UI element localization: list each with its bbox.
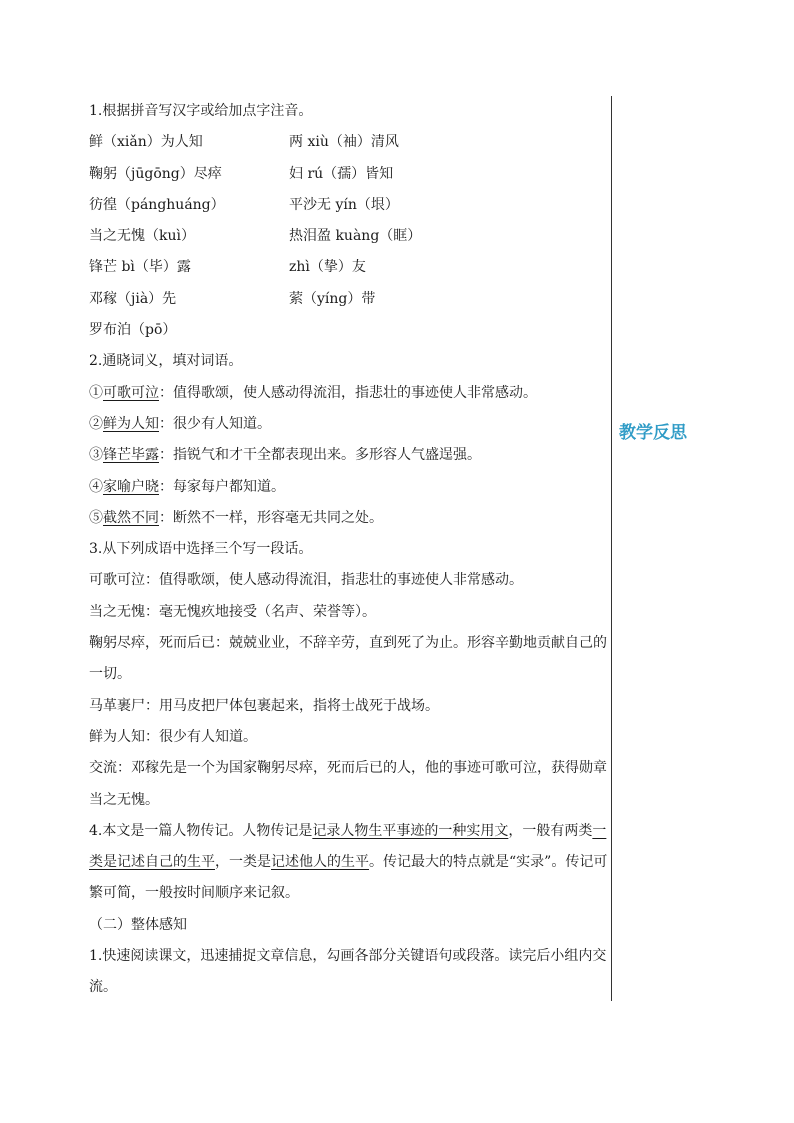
q4-underlined: 记述自己的生平 (117, 854, 215, 871)
pinyin-item: 罗布泊（pō） (89, 322, 177, 339)
idiom-item: 马革裹尸：用马皮把尸体包裹起来，指将士战死于战场。 (89, 697, 439, 714)
pinyin-item: 两 xiù（袖）清风 (289, 134, 399, 151)
q4-underlined: 记录人物生平事迹的一种实用文 (312, 822, 509, 839)
pinyin-row (89, 159, 609, 190)
pinyin-item: 萦（yíng）带 (289, 290, 376, 307)
def-number: ③ (89, 447, 103, 464)
q4-paragraph (89, 816, 609, 910)
def-word: 锋芒毕露 (103, 447, 159, 464)
definition-item (89, 440, 609, 471)
q4-underlined: 记述他人的生平 (271, 854, 369, 871)
exchange-paragraph: 交流：邓稼先是一个为国家鞠躬尽瘁，死而后已的人，他的事迹可歌可泣，获得勋章当之无愧。 (89, 760, 607, 808)
def-text: ：断然不一样，形容毫无共同之处。 (159, 509, 383, 526)
def-word: 截然不同 (103, 509, 159, 526)
q4-underlined: 一类是 (89, 822, 607, 871)
s2-q1: 1.快速阅读课文，迅速捕捉文章信息，勾画各部分关键语句或段落。读完后小组内交流。 (89, 948, 607, 996)
def-word: 可歌可泣 (103, 384, 159, 401)
idiom-item: 可歌可泣：值得歌颂，使人感动得流泪，指悲壮的事迹使人非常感动。 (89, 572, 523, 589)
column-divider (611, 96, 612, 1001)
def-number: ② (89, 415, 103, 432)
def-text: ：指锐气和才干全都表现出来。多形容人气盛逞强。 (159, 447, 481, 464)
definition-item (89, 472, 609, 503)
idiom-item: 鲜为人知：很少有人知道。 (89, 728, 257, 745)
def-text: ：每家每户都知道。 (159, 478, 285, 495)
pinyin-item: 平沙无 yín（垠） (289, 196, 399, 213)
pinyin-item: 当之无愧（kuì） (89, 228, 195, 245)
def-text: ：很少有人知道。 (159, 415, 271, 432)
pinyin-item: zhì（挚）友 (289, 259, 366, 276)
pinyin-row (89, 127, 609, 158)
def-text: ：值得歌颂，使人感动得流泪，指悲壮的事迹使人非常感动。 (159, 384, 537, 401)
definition-item (89, 503, 609, 534)
definition-item (89, 409, 609, 440)
def-word: 家喻户晓 (103, 478, 159, 495)
idiom-item: 鞠躬尽瘁，死而后已：兢兢业业，不辞辛劳，直到死了为止。形容辛勤地贡献自己的一切。 (89, 635, 607, 683)
definition-item (89, 378, 609, 409)
def-number: ⑤ (89, 509, 103, 526)
def-number: ① (89, 384, 103, 401)
pinyin-item: 妇 rú（孺）皆知 (289, 165, 394, 182)
pinyin-row (89, 252, 609, 283)
pinyin-row (89, 221, 609, 252)
q4-text: 。传记最大的特点就是“实录”。传记可繁可简，一般按时间顺序来记叙。 (89, 854, 608, 902)
pinyin-item: 热泪盈 kuàng（眶） (289, 228, 422, 245)
teaching-reflection-title: 教学反思 (619, 423, 687, 443)
pinyin-item: 锋芒 bì（毕）露 (89, 259, 191, 276)
q2-title: 2.通晓词义，填对词语。 (89, 353, 243, 370)
section-heading: （二）整体感知 (89, 916, 187, 933)
pinyin-item: 彷徨（pánghuáng） (89, 196, 225, 213)
q4-text: 4.本文是一篇人物传记。人物传记是 (89, 822, 313, 839)
idiom-item: 当之无愧：毫无愧疚地接受（名声、荣誉等）。 (89, 603, 376, 620)
pinyin-row (89, 190, 609, 221)
q4-text: ，一般有两类 (508, 822, 593, 839)
q4-text: ，一类是 (215, 854, 271, 871)
def-word: 鲜为人知 (103, 415, 159, 432)
q1-title: 1.根据拼音写汉字或给加点字注音。 (89, 103, 313, 119)
pinyin-item: 鞠躬（jūgōng）尽瘁 (89, 165, 222, 182)
pinyin-item: 鲜（xiǎn）为人知 (89, 134, 203, 151)
pinyin-row (89, 284, 609, 315)
def-number: ④ (89, 478, 103, 495)
lesson-content (89, 96, 609, 1004)
pinyin-item: 邓稼（jià）先 (89, 290, 177, 307)
q3-title: 3.从下列成语中选择三个写一段话。 (89, 541, 313, 558)
